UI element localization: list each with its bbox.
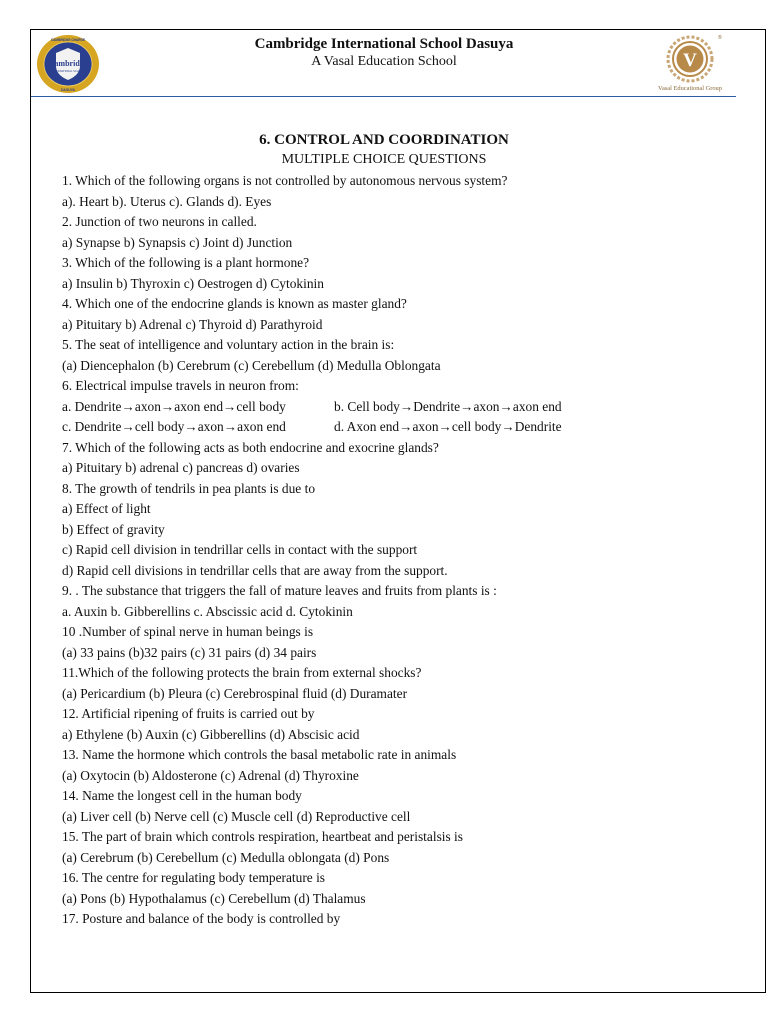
text-line: 10 .Number of spinal nerve in human beings is: [62, 624, 314, 639]
crest-sub-text: INTERNATIONAL SCHOOL: [51, 70, 85, 73]
vasal-logo-caption: Vasal Educational Group: [658, 85, 722, 92]
text-line: (a) 33 pains (b)32 pairs (c) 31 pairs (d) 34 pairs: [62, 644, 317, 660]
registered-mark: ®: [718, 35, 722, 41]
section-subtitle: MULTIPLE CHOICE QUESTIONS: [281, 152, 487, 167]
option-row: [62, 417, 742, 438]
text-line: a). Heart b). Uterus c). Glands d). Eyes: [62, 193, 272, 209]
text-line: 14. Name the longest cell in the human body: [62, 788, 302, 803]
text-line: 6. Electrical impulse travels in neuron from:: [62, 378, 299, 393]
text-line: c) Rapid cell division in tendrillar cells in contact with the support: [62, 542, 418, 557]
text-line: 7. Which of the following acts as both endocrine and exocrine glands?: [62, 439, 439, 455]
crest-top-text: CAMBRIDGE CHARGE: [50, 38, 86, 42]
text-line: a) Pituitary b) Adrenal c) Thyroid d) Parathyroid: [62, 316, 323, 332]
chapter-title: 6. CONTROL AND COORDINATION: [259, 132, 509, 148]
text-line: a) Insulin b) Thyroxin c) Oestrogen d) Cytokinin: [62, 275, 324, 291]
text-line: (a) Pericardium (b) Pleura (c) Cerebrospinal fluid (d) Duramater: [62, 685, 408, 701]
option-right: d. Axon end→axon→cell body→Dendrite: [334, 419, 562, 434]
text-line: 2. Junction of two neurons in called.: [62, 214, 257, 229]
text-line: (a) Liver cell (b) Nerve cell (c) Muscle cell (d) Reproductive cell: [62, 808, 411, 824]
text-line: a) Synapse b) Synapsis c) Joint d) Junction: [62, 234, 293, 250]
text-line: 1. Which of the following organs is not controlled by autonomous nervous system?: [62, 173, 508, 188]
text-line: a) Pituitary b) adrenal c) pancreas d) ovaries: [62, 460, 300, 475]
text-line: (a) Oxytocin (b) Aldosterone (c) Adrenal (d) Thyroxine: [62, 767, 359, 783]
text-line: a) Effect of light: [62, 501, 151, 516]
text-line: a) Ethylene (b) Auxin (c) Gibberellins (d) Abscisic acid: [62, 726, 360, 742]
option-left: a. Dendrite→axon→axon end→cell body: [62, 398, 286, 414]
text-line: d) Rapid cell divisions in tendrillar cells that are away from the support.: [62, 562, 448, 578]
text-line: b) Effect of gravity: [62, 521, 165, 537]
option-left: c. Dendrite→cell body→axon→axon end: [62, 419, 286, 434]
text-line: (a) Pons (b) Hypothalamus (c) Cerebellum (d) Thalamus: [62, 890, 366, 906]
question-list: [62, 171, 742, 930]
text-line: 5. The seat of intelligence and voluntary action in the brain is:: [62, 337, 395, 352]
text-line: 15. The part of brain which controls respiration, heartbeat and peristalsis is: [62, 829, 463, 844]
crest-bottom-text: DASUYA: [60, 88, 76, 92]
vasal-group-logo: [644, 31, 736, 95]
text-line: 17. Posture and balance of the body is controlled by: [62, 911, 341, 926]
vasal-logo-letter: V: [683, 50, 697, 71]
crest-main-text: Cambridge: [48, 59, 88, 68]
text-line: 16. The centre for regulating body temperature is: [62, 870, 326, 885]
text-line: 13. Name the hormone which controls the basal metabolic rate in animals: [62, 747, 457, 762]
text-line: 4. Which one of the endocrine glands is known as master gland?: [62, 296, 407, 311]
school-name: Cambridge International School Dasuya: [254, 36, 514, 52]
text-line: 3. Which of the following is a plant hormone?: [62, 255, 310, 270]
text-line: (a) Diencephalon (b) Cerebrum (c) Cerebellum (d) Medulla Oblongata: [62, 357, 441, 373]
text-line: 9. . The substance that triggers the fall of mature leaves and fruits from plants is :: [62, 583, 497, 598]
text-line: 11.Which of the following protects the brain from external shocks?: [62, 665, 422, 680]
cambridge-school-crest-logo: [35, 33, 101, 95]
option-row: [62, 397, 742, 418]
school-subtitle: A Vasal Education School: [311, 54, 457, 69]
header-divider: [31, 96, 736, 97]
text-line: a. Auxin b. Gibberellins c. Abscissic acid d. Cytokinin: [62, 603, 353, 619]
option-right: b. Cell body→Dendrite→axon→axon end: [334, 398, 562, 414]
text-line: 12. Artificial ripening of fruits is carried out by: [62, 706, 315, 721]
text-line: 8. The growth of tendrils in pea plants is due to: [62, 480, 316, 496]
text-line: (a) Cerebrum (b) Cerebellum (c) Medulla oblongata (d) Pons: [62, 849, 390, 865]
